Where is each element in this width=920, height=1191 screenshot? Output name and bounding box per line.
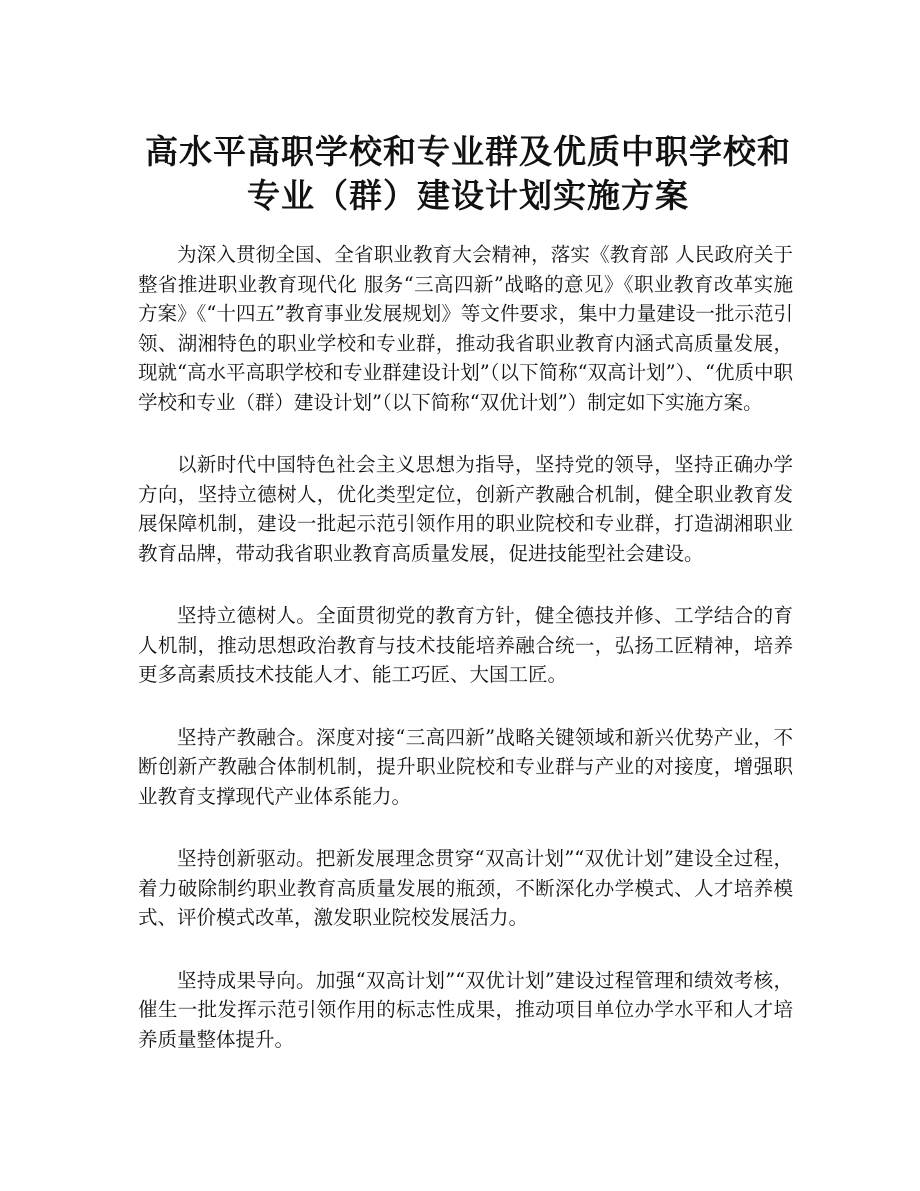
paragraph-guiding-ideology: 以新时代中国特色社会主义思想为指导，坚持党的领导，坚持正确办学方向，坚持立德树人，优化类型定位，创新产教融合机制，健全职业教育发展保障机制，建设一批起示范引领作用的职业院校和专业群，打造湖湘职业教育品牌，带动我省职业教育高质量发展，促进技能型社会建设。	[138, 453, 793, 565]
document-body	[138, 240, 793, 1087]
paragraph-intro: 为深入贯彻全国、全省职业教育大会精神，落实《教育部 人民政府关于整省推进职业教育现代化 服务“三高四新”战略的意见》《职业教育改革实施方案》《“十四五”教育事业发展规划》等文件要求，集中力量建设一批示范引领、湖湘特色的职业学校和专业群，推动我省职业教育内涵式高质量发展，现就“高水平高职学校和专业群建设计划”（以下简称“双高计划”）、“优质中职学校和专业（群）建设计划”（以下简称“双优计划”）制定如下实施方案。	[138, 243, 793, 414]
document-title-line-1: 高水平高职学校和专业群及优质中职学校和	[145, 132, 791, 171]
paragraph-outcome-oriented: 坚持成果导向。加强“双高计划”“双优计划”建设过程管理和绩效考核，催生一批发挥示范引领作用的标志性成果，推动项目单位办学水平和人才培养质量整体提升。	[138, 968, 793, 1051]
paragraph-innovation-driven: 坚持创新驱动。把新发展理念贯穿“双高计划”“双优计划”建设全过程，着力破除制约职业教育高质量发展的瓶颈，不断深化办学模式、人才培养模式、评价模式改革，激发职业院校发展活力。	[138, 847, 793, 929]
paragraph-industry-integration: 坚持产教融合。深度对接“三高四新”战略关键领域和新兴优势产业，不断创新产教融合体制机制，提升职业院校和专业群与产业的对接度，增强职业教育支撑现代产业体系能力。	[138, 725, 793, 808]
paragraph-moral-education: 坚持立德树人。全面贯彻党的教育方针，健全德技并修、工学结合的育人机制，推动思想政治教育与技术技能培养融合统一，弘扬工匠精神，培养更多高素质技术技能人才、能工巧匠、大国工匠。	[138, 604, 793, 686]
document-title-line-2: 专业（群）建设计划实施方案	[247, 176, 689, 215]
